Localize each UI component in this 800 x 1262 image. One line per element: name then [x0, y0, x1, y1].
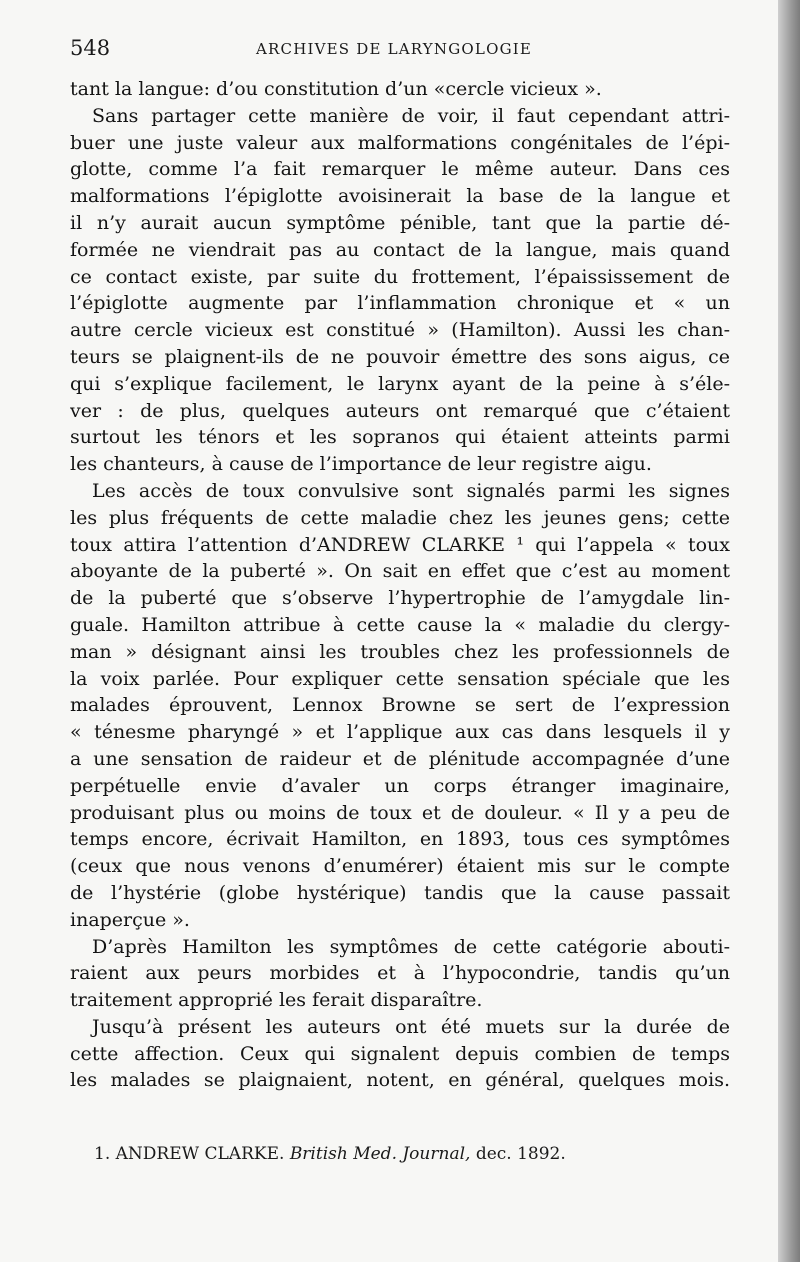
text-line: « ténesme pharyngé » et l’applique aux cas dans lesquels il y [70, 721, 730, 744]
text-line: l’épiglotte augmente par l’inflammation chronique et « un [70, 292, 730, 315]
text-line: guale. Hamilton attribue à cette cause la « maladie du clergy- [70, 613, 730, 636]
footnote-journal: British Med. Journal, [289, 1144, 471, 1164]
body-text [70, 76, 730, 1094]
footnote-author: ANDREW CLARKE. [115, 1144, 285, 1164]
text-line: D’après Hamilton les symptômes de cette catégorie abouti- [92, 935, 730, 958]
text-line: qui s’explique facilement, le larynx ayant de la peine à s’éle- [70, 372, 730, 395]
text-line: glotte, comme l’a fait remarquer le même auteur. Dans ces [70, 158, 730, 181]
text-line: toux attira l’attention d’ANDREW CLARKE ¹ qui l’appela « toux [70, 533, 730, 556]
page-header [70, 36, 730, 60]
text-line: ce contact existe, par suite du frottement, l’épaississement de [70, 265, 730, 288]
text-line: aboyante de la puberté ». On sait en effet que c’est au moment [70, 560, 730, 583]
text-line: inaperçue ». [70, 908, 190, 931]
text-line: ver : de plus, quelques auteurs ont remarqué que c’étaient [70, 399, 730, 422]
text-line: temps encore, écrivait Hamilton, en 1893, tous ces symptômes [70, 828, 730, 851]
footnote-marker: 1. [94, 1144, 111, 1164]
text-line: Jusqu’à présent les auteurs ont été muets sur la durée de [92, 1015, 730, 1038]
text-line: les chanteurs, à cause de l’importance de leur registre aigu. [70, 453, 652, 476]
text-line: de la puberté que s’observe l’hypertrophie de l’amygdale lin- [70, 587, 730, 610]
page-number: 548 [70, 36, 111, 60]
text-line: il n’y aurait aucun symptôme pénible, tant que la partie dé- [70, 211, 730, 234]
footnote-date: dec. 1892. [475, 1144, 566, 1164]
text-line: a une sensation de raideur et de plénitude accompagnée d’une [70, 747, 730, 770]
page-edge [778, 0, 800, 1262]
text-line: Les accès de toux convulsive sont signalés parmi les signes [92, 479, 730, 502]
text-line: man » désignant ainsi les troubles chez les professionnels de [70, 640, 730, 663]
running-title: ARCHIVES DE LARYNGOLOGIE [256, 40, 533, 58]
text-line: teurs se plaignent-ils de ne pouvoir émettre des sons aigus, ce [70, 345, 730, 368]
text-line: surtout les ténors et les sopranos qui étaient atteints parmi [70, 426, 730, 449]
text-line: autre cercle vicieux est constitué » (Hamilton). Aussi les chan- [70, 319, 730, 342]
text-line: formée ne viendrait pas au contact de la langue, mais quand [70, 238, 730, 261]
footnote [94, 1144, 734, 1164]
text-line: tant la langue: d’ou constitution d’un «cercle vicieux ». [70, 78, 602, 100]
text-line: de l’hystérie (globe hystérique) tandis que la cause passait [70, 881, 730, 904]
text-line: les plus fréquents de cette maladie chez les jeunes gens; cette [70, 506, 730, 529]
text-line: produisant plus ou moins de toux et de douleur. « Il y a peu de [70, 801, 730, 824]
text-line: la voix parlée. Pour expliquer cette sensation spéciale que les [70, 667, 730, 690]
text-line: les malades se plaignaient, notent, en général, quelques mois. [70, 1069, 730, 1092]
text-line: raient aux peurs morbides et à l’hypocondrie, tandis qu’un [70, 962, 730, 985]
text-line: traitement approprié les ferait disparaître. [70, 989, 483, 1012]
text-line: (ceux que nous venons d’enumérer) étaient mis sur le compte [70, 855, 730, 878]
text-line: malformations l’épiglotte avoisinerait la base de la langue et [70, 185, 730, 208]
text-line: perpétuelle envie d’avaler un corps étranger imaginaire, [70, 774, 730, 797]
text-line: Sans partager cette manière de voir, il faut cependant attri- [92, 104, 730, 127]
text-line: malades éprouvent, Lennox Browne se sert de l’expression [70, 694, 730, 717]
text-line: buer une juste valeur aux malformations congénitales de l’épi- [70, 131, 730, 154]
text-line: cette affection. Ceux qui signalent depuis combien de temps [70, 1042, 730, 1065]
